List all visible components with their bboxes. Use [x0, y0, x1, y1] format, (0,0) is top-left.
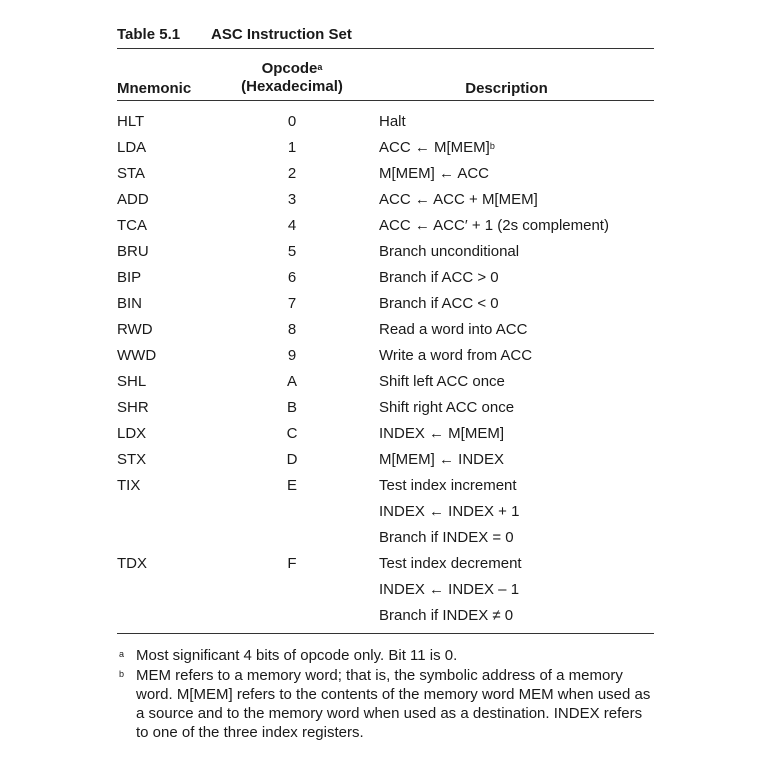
cell-mnemonic: TDX: [117, 555, 147, 572]
header-opcode-line2: (Hexadecimal): [241, 78, 343, 95]
cell-opcode: 2: [287, 165, 297, 182]
cell-description: [379, 525, 514, 551]
table-title: ASC Instruction Set: [211, 26, 352, 43]
table-row: [117, 135, 654, 161]
header-mnemonic: Mnemonic: [117, 80, 192, 97]
cell-description-text: Shift right ACC once: [379, 399, 515, 416]
cell-description-text: Read a word into ACC: [379, 321, 528, 338]
cell-mnemonic: WWD: [117, 347, 157, 364]
table-row: [117, 473, 654, 499]
cell-description: [379, 161, 489, 187]
bottom-rule: [117, 633, 654, 634]
cell-description: [379, 395, 514, 421]
cell-description: [379, 603, 513, 629]
cell-mnemonic: HLT: [117, 113, 145, 130]
table-row: [117, 187, 654, 213]
table-row: [117, 577, 654, 603]
footnote: [117, 646, 654, 665]
cell-description-text: M[MEM] ← INDEX: [379, 451, 505, 468]
cell-description: [379, 499, 519, 525]
cell-description: [379, 343, 532, 369]
cell-description: [379, 187, 538, 213]
cell-opcode: 1: [287, 139, 297, 156]
cell-opcode: F: [287, 555, 297, 572]
cell-description: [379, 135, 495, 161]
table-header: [117, 49, 654, 100]
cell-opcode: 6: [287, 269, 297, 286]
cell-description-text: INDEX ← INDEX + 1: [379, 503, 520, 520]
cell-description: [379, 265, 499, 291]
cell-mnemonic: LDA: [117, 139, 147, 156]
cell-description: [379, 577, 519, 603]
cell-mnemonic: ADD: [117, 191, 149, 208]
cell-description: [379, 239, 519, 265]
cell-opcode: B: [286, 399, 297, 416]
cell-description: [379, 421, 504, 447]
cell-opcode: 4: [287, 217, 297, 234]
footnote-mark: b: [489, 141, 495, 151]
cell-mnemonic: BIP: [117, 269, 142, 286]
cell-description-text: Branch unconditional: [379, 243, 520, 260]
table-row: [117, 525, 654, 551]
cell-opcode: 5: [287, 243, 297, 260]
cell-opcode: 7: [287, 295, 297, 312]
cell-description-text: ACC ← M[MEM]: [379, 139, 490, 156]
footnote-text: Most significant 4 bits of opcode only. Bit 11 is 0.: [136, 647, 458, 664]
header-description: Description: [465, 80, 548, 97]
footnote: [117, 666, 654, 742]
cell-mnemonic: TIX: [117, 477, 141, 494]
table-number: Table 5.1: [117, 26, 181, 43]
cell-description: [379, 447, 504, 473]
footnote-marker: b: [119, 669, 125, 679]
table-row: [117, 603, 654, 629]
table-row: [117, 239, 654, 265]
cell-description: [379, 317, 527, 343]
table-row: [117, 421, 654, 447]
cell-description-text: Test index increment: [379, 477, 517, 494]
table-row: [117, 395, 654, 421]
instruction-table: [117, 26, 654, 743]
cell-mnemonic: RWD: [117, 321, 153, 338]
table-row: [117, 291, 654, 317]
cell-opcode: D: [286, 451, 298, 468]
table-row: [117, 551, 654, 577]
table-row: [117, 317, 654, 343]
cell-mnemonic: BIN: [117, 295, 143, 312]
table-row: [117, 265, 654, 291]
cell-mnemonic: STX: [117, 451, 147, 468]
cell-opcode: 0: [287, 113, 297, 130]
table-row: [117, 499, 654, 525]
cell-mnemonic: SHL: [117, 373, 147, 390]
header-opcode: [225, 60, 359, 96]
cell-description-text: Branch if ACC < 0: [379, 295, 499, 312]
footnote-marker: a: [119, 649, 125, 659]
cell-description: [379, 291, 499, 317]
table-row: [117, 447, 654, 473]
cell-opcode: 8: [287, 321, 297, 338]
cell-description-text: INDEX ← M[MEM]: [379, 425, 505, 442]
cell-opcode: E: [286, 477, 297, 494]
cell-description-text: Halt: [379, 113, 406, 130]
cell-description-text: Shift left ACC once: [379, 373, 505, 390]
cell-description-text: INDEX ← INDEX – 1: [379, 581, 520, 598]
cell-mnemonic: SHR: [117, 399, 149, 416]
cell-opcode: 3: [287, 191, 297, 208]
footnote-text: MEM refers to a memory word; that is, the symbolic address of a memory word. M[MEM] refers to the contents of the memory word MEM when used as a source and to the memory word when used as a destination. INDEX refers to one of the three index registers.: [136, 667, 651, 741]
cell-mnemonic: BRU: [117, 243, 149, 260]
cell-description-text: Test index decrement: [379, 555, 522, 572]
cell-mnemonic: TCA: [117, 217, 147, 234]
cell-mnemonic: LDX: [117, 425, 147, 442]
cell-description: [379, 369, 505, 395]
table-row: [117, 369, 654, 395]
cell-description: [379, 473, 517, 499]
cell-description: [379, 109, 406, 135]
cell-description: [379, 213, 609, 239]
cell-description-text: Write a word from ACC: [379, 347, 533, 364]
header-opcode-line1: Opcode: [261, 60, 318, 77]
cell-opcode: C: [286, 425, 298, 442]
table-row: [117, 109, 654, 135]
cell-description-text: Branch if INDEX = 0: [379, 529, 514, 546]
cell-mnemonic: STA: [117, 165, 146, 182]
table-row: [117, 213, 654, 239]
cell-description-text: M[MEM] ← ACC: [379, 165, 490, 182]
footnotes: [117, 646, 654, 742]
table-row: [117, 343, 654, 369]
cell-description-text: ACC ← ACC′ + 1 (2s complement): [379, 217, 609, 234]
cell-opcode: 9: [287, 347, 297, 364]
cell-description-text: ACC ← ACC + M[MEM]: [379, 191, 538, 208]
cell-opcode: A: [286, 373, 297, 390]
cell-description-text: Branch if INDEX ≠ 0: [379, 607, 514, 624]
cell-description: [379, 551, 522, 577]
table-body: [117, 101, 654, 633]
cell-description-text: Branch if ACC > 0: [379, 269, 499, 286]
header-opcode-mark: a: [317, 62, 323, 72]
table-row: [117, 161, 654, 187]
table-caption: [117, 26, 654, 48]
